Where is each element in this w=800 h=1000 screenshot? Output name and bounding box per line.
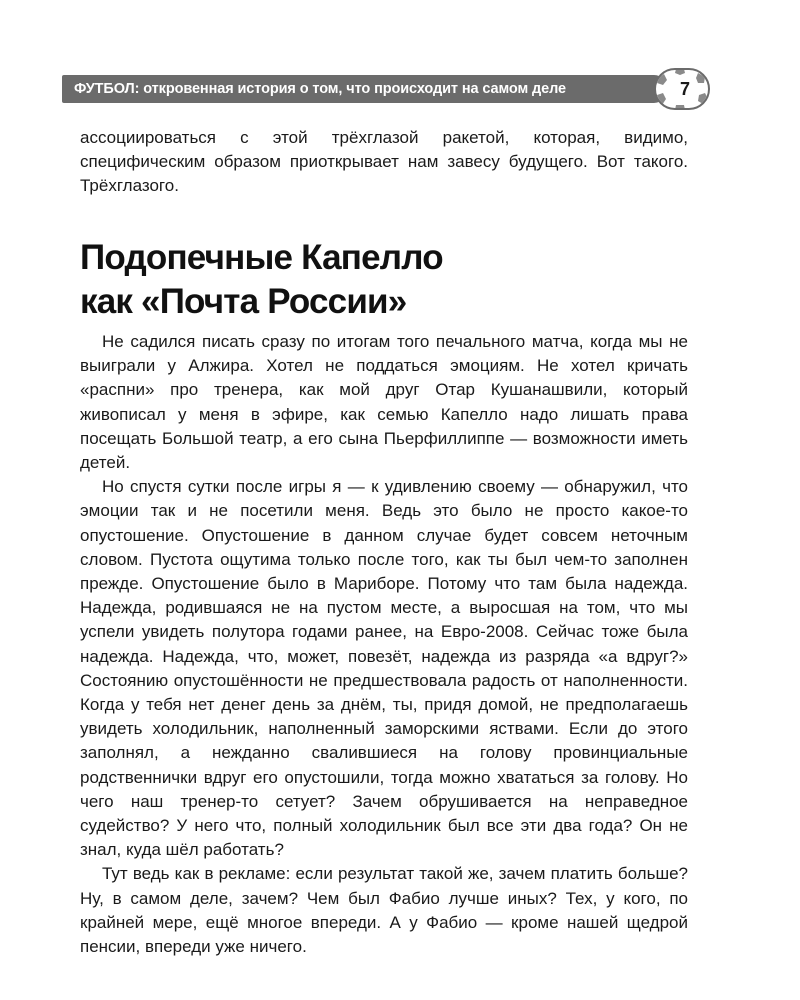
section-title-line-2: как «Почта России» <box>80 282 407 321</box>
intro-paragraph: ассоциироваться с этой трёхглазой ракетой, которая, видимо, специфическим образом приоткрывает нам завесу будущего. Вот такого. Трёхглазого. <box>80 128 688 195</box>
running-header-subtitle: откровенная история о том, что происходит на самом деле <box>139 81 567 97</box>
body-paragraph-3: Тут ведь как в рекламе: если результат такой же, зачем платить больше? Ну, в самом деле, зачем? Чем был Фабио лучше иных? Тех, у кого, по крайней мере, ещё многое впереди. А у Фабио — кроме нашей щедрой пенсии, впереди уже ничего. <box>80 864 688 957</box>
section-title-line-1: Подопечные Капелло <box>80 238 443 277</box>
body-paragraph-1: Не садился писать сразу по итогам того печального матча, когда мы не выиграли у Алжира. Хотел не поддаться эмоциям. Не хотел кричать «распни» про тренера, как мой друг Отар Кушанашвили, который живописал у меня в эфире, как семью Капелло надо лишать права посещать Большой театр, а его сына Пьерфиллиппе — возможности иметь детей. <box>80 332 688 473</box>
page-number-badge <box>654 68 710 110</box>
running-header-title <box>62 81 566 97</box>
running-header-brand: ФУТБОЛ: <box>74 81 140 97</box>
section-title <box>80 236 700 324</box>
body-paragraph-2: Но спустя сутки после игры я — к удивлению своему — обнаружил, что эмоции так и не посетили меня. Ведь это было не просто какое-то опустошение. Опустошение в данном случае будет совсем неточным словом. Пустота ощутима только после того, как ты был чем-то заполнен прежде. Опустошение было в Мариборе. Потому что там была надежда. Надежда, родившаяся не на пустом месте, а выросшая на том, что мы успели увидеть полутора годами ранее, на Евро-2008. Сейчас тоже была надежда. Надежда, что, может, повезёт, надежда из разряда «а вдруг?» Состоянию опустошённости не предшествовала радость от наполненности. Когда у тебя нет денег день за днём, ты, придя домой, не предполагаешь увидеть холодильник, наполненный заморскими яствами. Если до этого заполнял, а нежданно свалившиеся на голову провинциальные родственнички вдруг его опустошили, тогда можно хвататься за голову. Но чего наш тренер-то сетует? Зачем обрушивается на неправедное судейство? У него что, полный холодильник был все эти два года? Он не знал, куда шёл работать? <box>80 477 688 860</box>
running-header <box>62 75 668 103</box>
page-number: 7 <box>679 78 690 99</box>
body-text <box>80 330 688 959</box>
